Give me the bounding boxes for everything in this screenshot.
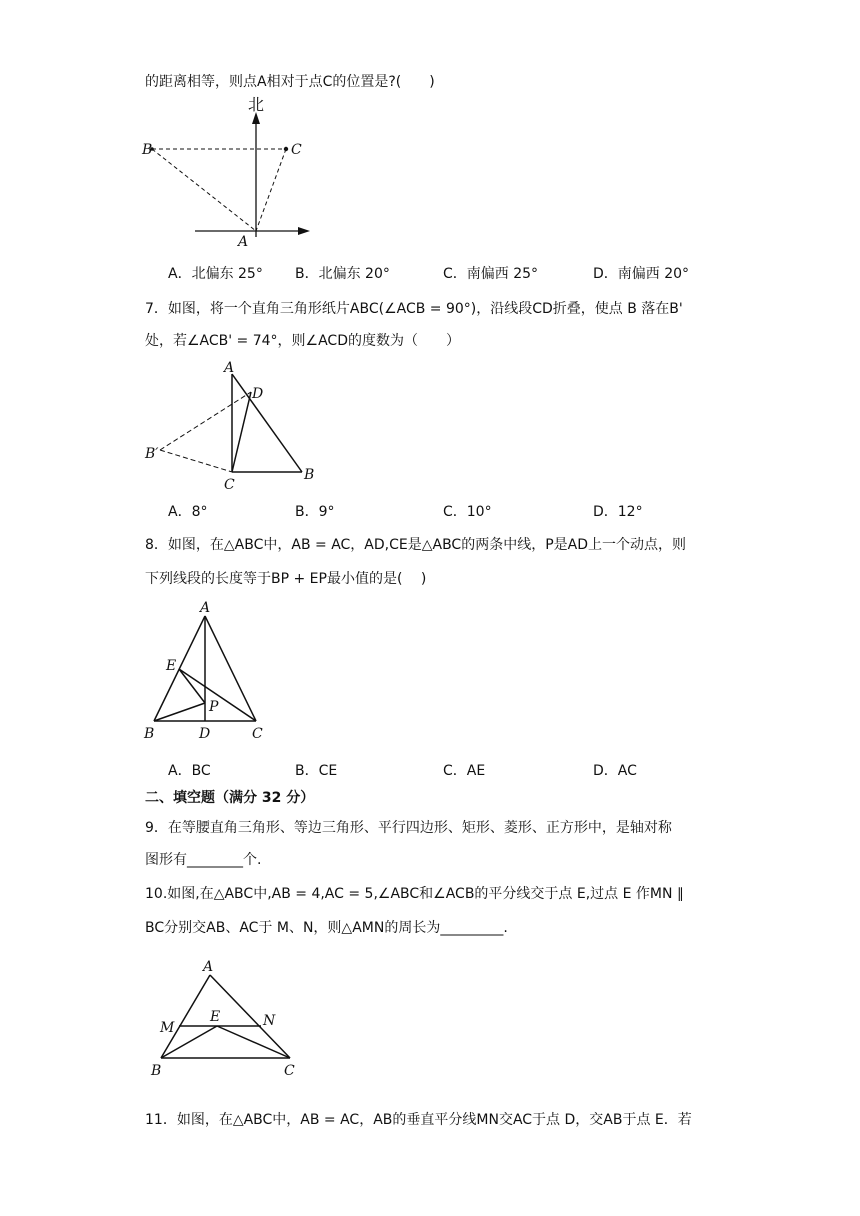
q7-stem-line1: 7．如图，将一个直角三角形纸片ABC(∠ACB = 90°)，沿线段CD折叠，使点 B 落在B' bbox=[145, 301, 683, 317]
q7-option-c[interactable]: C．10° bbox=[443, 504, 492, 520]
q7-point-b-prime: B′ bbox=[145, 446, 159, 462]
q7-stem-line2: 处，若∠ACB' = 74°，则∠ACD的度数为（ ） bbox=[145, 333, 460, 349]
q6-north-label: 北 bbox=[248, 95, 265, 114]
q6-options bbox=[168, 263, 688, 283]
q6-option-b[interactable]: B．北偏东 20° bbox=[295, 266, 390, 282]
q6-option-a[interactable]: A．北偏东 25° bbox=[168, 266, 263, 282]
q9-stem-line1: 9．在等腰直角三角形、等边三角形、平行四边形、矩形、菱形、正方形中，是轴对称 bbox=[145, 820, 672, 836]
q8-option-a[interactable]: A．BC bbox=[168, 763, 211, 779]
q6-point-b: B bbox=[142, 142, 153, 158]
q7-figure bbox=[140, 358, 330, 496]
q7-point-b: B bbox=[304, 467, 315, 483]
q10-figure bbox=[145, 955, 305, 1083]
q10-point-b: B bbox=[151, 1063, 162, 1079]
q8-point-d: D bbox=[199, 726, 211, 742]
q6-stem: 的距离相等，则点A相对于点C的位置是?( ) bbox=[145, 74, 435, 90]
q10-stem-line2: BC分别交AB、AC于 M、N，则△AMN的周长为_________. bbox=[145, 920, 508, 936]
q6-option-c[interactable]: C．南偏西 25° bbox=[443, 266, 539, 282]
q10-point-m: M bbox=[160, 1020, 175, 1036]
q7-point-d: D bbox=[252, 386, 264, 402]
q8-option-d[interactable]: D．AC bbox=[593, 763, 637, 779]
q10-stem-line1: 10.如图,在△ABC中,AB = 4,AC = 5,∠ABC和∠ACB的平分线交于点 E,过点 E 作MN ∥ bbox=[145, 886, 684, 902]
q8-option-b[interactable]: B．CE bbox=[295, 763, 338, 779]
q6-point-c: C bbox=[291, 142, 302, 158]
q7-option-d[interactable]: D．12° bbox=[593, 504, 643, 520]
q7-options bbox=[168, 501, 688, 521]
q8-point-p: P bbox=[209, 699, 219, 715]
q6-figure bbox=[140, 94, 320, 254]
q11-stem-line1: 11．如图，在△ABC中，AB = AC，AB的垂直平分线MN交AC于点 D，交AB于点 E．若 bbox=[145, 1112, 692, 1128]
q10-point-n: N bbox=[263, 1013, 276, 1029]
q9-stem-line2: 图形有________个. bbox=[145, 852, 262, 868]
q8-options bbox=[168, 760, 688, 780]
q6-point-a: A bbox=[238, 234, 249, 250]
q8-figure bbox=[140, 598, 280, 744]
q7-point-c: C bbox=[224, 477, 235, 493]
q6-option-d[interactable]: D．南偏西 20° bbox=[593, 266, 690, 282]
q10-point-a: A bbox=[203, 959, 214, 975]
q7-option-a[interactable]: A．8° bbox=[168, 504, 208, 520]
q8-stem-line2: 下列线段的长度等于BP + EP最小值的是( ) bbox=[145, 571, 427, 587]
section-title: 二、填空题（满分 32 分） bbox=[145, 790, 315, 806]
q10-point-c: C bbox=[284, 1063, 295, 1079]
q8-option-c[interactable]: C．AE bbox=[443, 763, 486, 779]
q8-point-a: A bbox=[200, 600, 211, 616]
q10-point-e: E bbox=[210, 1009, 221, 1025]
q8-point-e: E bbox=[166, 658, 177, 674]
q8-point-c: C bbox=[252, 726, 263, 742]
q7-option-b[interactable]: B．9° bbox=[295, 504, 335, 520]
q8-stem-line1: 8．如图，在△ABC中，AB = AC，AD,CE是△ABC的两条中线，P是AD上一个动点，则 bbox=[145, 537, 687, 553]
q7-point-a: A bbox=[224, 360, 235, 376]
q8-point-b: B bbox=[144, 726, 155, 742]
